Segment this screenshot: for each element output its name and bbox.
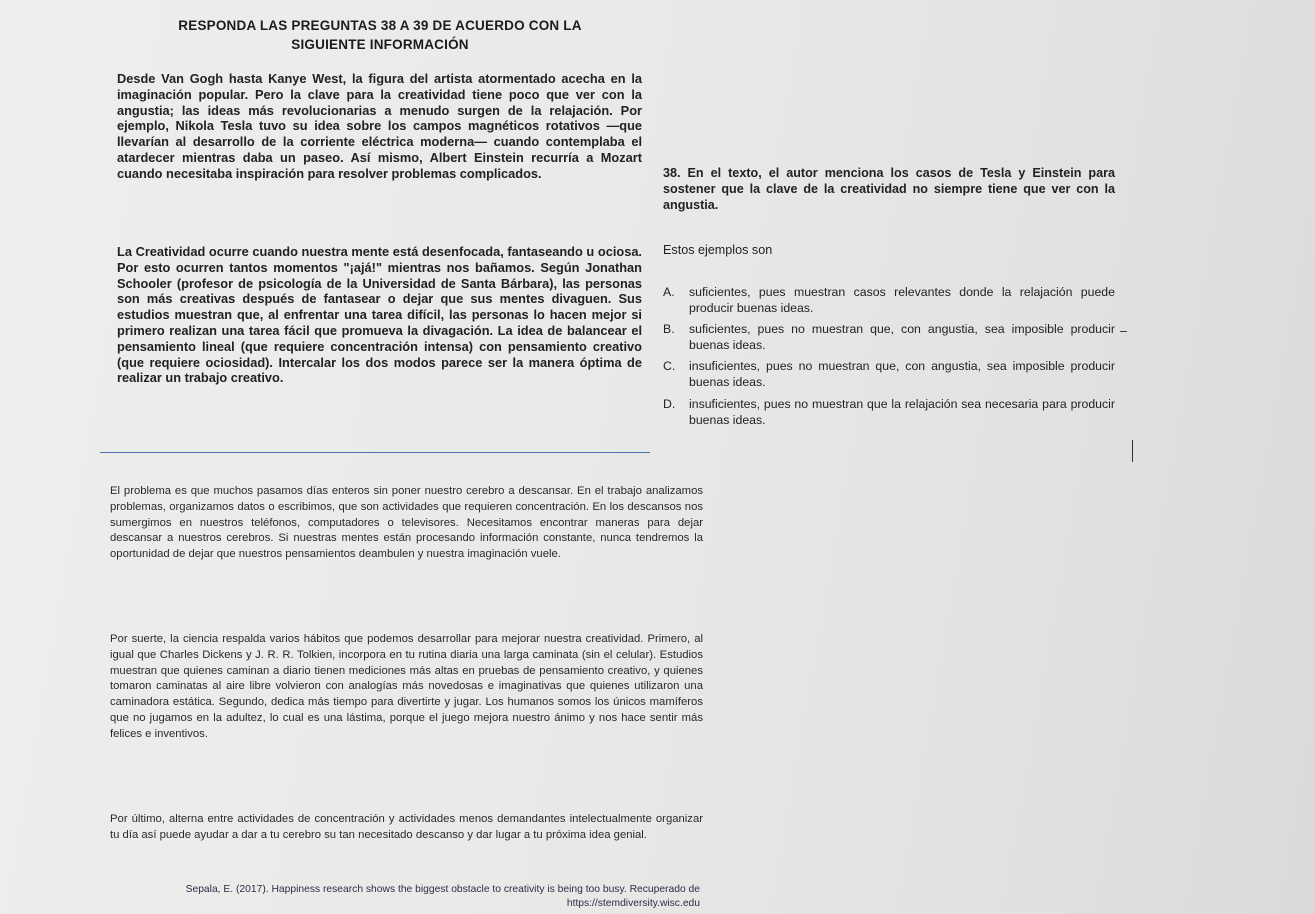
option-letter: A. <box>663 285 675 299</box>
option-text: suficientes, pues muestran casos relevantes donde la relajación puede producir buenas ideas. <box>689 285 1115 315</box>
passage-paragraph-4: Por suerte, la ciencia respalda varios hábitos que podemos desarrollar para mejorar nuestra creatividad. Primero, al igual que Charles Dickens y J. R. R. Tolkien, incorpora en tu rutina diaria una larga caminata (sin el celular). Estudios muestran que quienes caminan a diario tienen mediciones más altas en pruebas de pensamiento creativo, y quienes tomaron caminatas al aire libre volvieron con analogías más novedosas e imaginativas que quienes utilizaron una caminadora estática. Segundo, dedica más tiempo para divertirte y jugar. Los humanos somos los únicos mamíferos que no jugamos en la adultez, lo cual es una lástima, porque el juego mejora nuestro ánimo y nos hace sentir más felices e inventivos. <box>110 633 703 740</box>
highlight-underline <box>100 452 650 453</box>
question-stem: 38. En el texto, el autor menciona los casos de Tesla y Einstein para sostener que la clave de la creatividad no siempre tiene que ver con la angustia. <box>663 166 1115 212</box>
option-letter: B. <box>663 322 675 336</box>
option-letter: D. <box>663 397 676 411</box>
question-prompt: Estos ejemplos son <box>663 243 773 257</box>
option-text: insuficientes, pues no muestran que, con angustia, sea imposible producir buenas ideas. <box>689 359 1115 389</box>
passage-paragraph-2: La Creatividad ocurre cuando nuestra mente está desenfocada, fantaseando u ociosa. Por esto ocurren tantos momentos "¡ajá!" mientras nos bañamos. Según Jonathan Schooler (profesor de psicología de la Universidad de Santa Bárbara), las personas son más creativas después de fantasear o dejar que sus mentes divaguen. Sus estudios muestran que, al enfrentar una tarea difícil, las personas lo hacen mejor si primero realizan una tarea fácil que promueva la divagación. La idea de balancear el pensamiento lineal (que requiere concentración intensa) con pensamiento creativo (que requiere ociosidad). Intercalar los dos modos parece ser la manera óptima de realizar un trabajo creativo. <box>117 244 642 386</box>
option-text: insuficientes, pues no muestran que la relajación sea necesaria para producir buenas ideas. <box>689 397 1115 427</box>
passage-paragraph-1: Desde Van Gogh hasta Kanye West, la figura del artista atormentado acecha en la imaginación popular. Pero la clave para la creatividad tiene poco que ver con la angustia; las ideas más revolucionarias a menudo surgen de la relajación. Por ejemplo, Nikola Tesla tuvo su idea sobre los campos magnéticos rotativos —que llevarían al desarrollo de la corriente eléctrica moderna— cuando contemplaba el atardecer mientras daba un paseo. Así mismo, Albert Einstein recurría a Mozart cuando necesitaba inspiración para resolver problemas complicados. <box>117 71 642 181</box>
option-letter: C. <box>663 359 676 373</box>
answer-option-c <box>663 359 1115 391</box>
passage-paragraph-5: Por último, alterna entre actividades de concentración y actividades menos demandantes intelectualmente organizar tu día así puede ayudar a dar a tu cerebro su tan necesitado descanso y dar lugar a tu próxima idea genial. <box>110 813 703 841</box>
option-text: suficientes, pues no muestran que, con angustia, sea imposible producir buenas ideas. <box>689 322 1115 352</box>
passage-paragraph-3: El problema es que muchos pasamos días enteros sin poner nuestro cerebro a descansar. En el trabajo analizamos problemas, organizamos datos o escribimos, que son actividades que requieren concentración. En los descansos nos sumergimos en nuestros teléfonos, computadores o televisores. Necesitamos encontrar maneras para dejar descansar a nuestros cerebros. Si nuestras mentes están procesando información constante, nunca tendremos la oportunidad de dejar que nuestros pensamientos deambulen y nuestra imaginación vuele. <box>110 485 703 561</box>
section-heading-line-1: RESPONDA LAS PREGUNTAS 38 A 39 DE ACUERDO CON LA <box>178 18 582 33</box>
answer-option-d <box>663 397 1115 429</box>
text-cursor <box>1132 440 1133 462</box>
margin-dash <box>1120 331 1127 332</box>
section-heading-line-2: SIGUIENTE INFORMACIÓN <box>291 37 469 52</box>
answer-option-b <box>663 322 1115 354</box>
answer-option-a <box>663 285 1115 317</box>
citation: Sepala, E. (2017). Happiness research shows the biggest obstacle to creativity is being too busy. Recuperado de https://stemdiversity.wisc.edu <box>185 884 700 909</box>
